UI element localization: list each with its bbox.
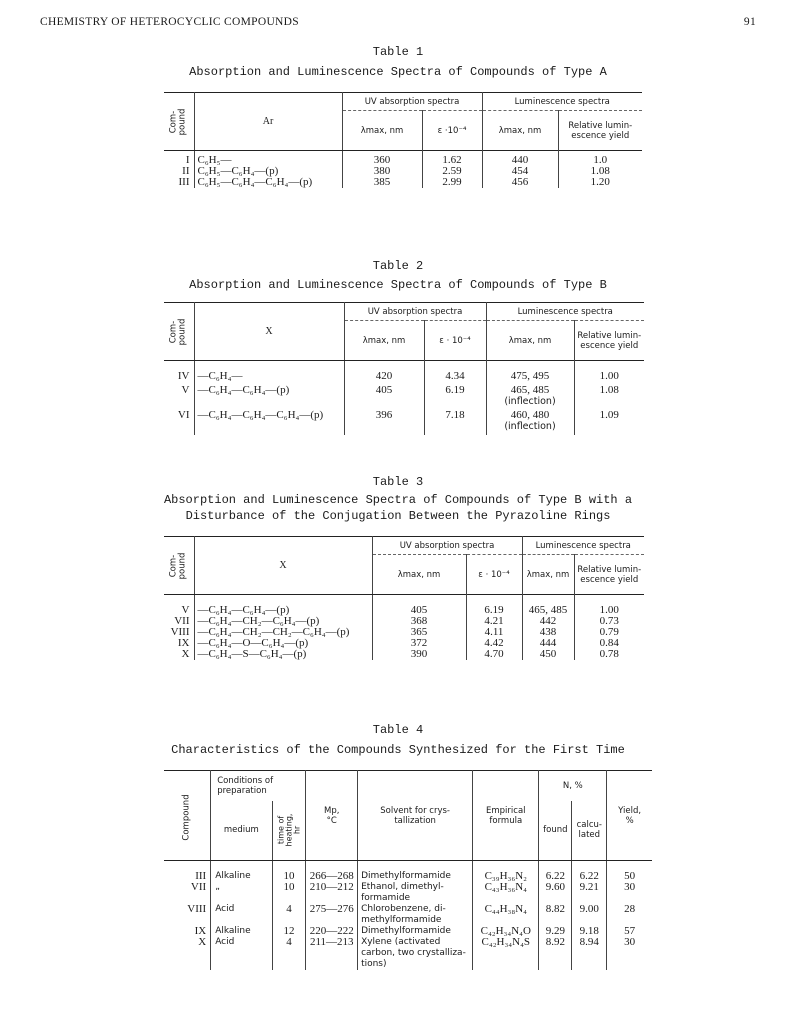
epsilon: 2.59 — [422, 166, 482, 177]
compound-id: X — [164, 649, 194, 660]
table2-header-x: X — [194, 303, 344, 361]
epsilon: 2.99 — [422, 177, 482, 188]
epsilon: 6.19 — [424, 385, 486, 410]
table4-header-time: time of heating, hr — [272, 801, 306, 861]
relative-yield: 0.84 — [599, 636, 619, 649]
table1-header-ar: Ar — [194, 93, 342, 151]
x-linker: —C₆H₄—C₆H₄—(p) — [194, 605, 372, 616]
compound-id: VIII — [164, 904, 211, 926]
medium: Alkaline — [211, 926, 272, 937]
table-row — [164, 385, 644, 410]
yield: 30 — [624, 880, 636, 893]
n-calculated: 9.21 — [572, 882, 607, 904]
journal-title: CHEMISTRY OF HETEROCYCLIC COMPOUNDS — [40, 16, 299, 28]
table1-header-yield: Relative lumin- escence yield — [568, 120, 633, 141]
relative-yield: 1.00 — [599, 369, 619, 382]
compound-id: IV — [164, 371, 194, 385]
table2-label: Table 2 — [372, 259, 424, 273]
compound-id: V — [164, 605, 194, 616]
melting-point: 275—276 — [306, 904, 358, 926]
table4-header-compound: Compound — [164, 771, 211, 861]
lambda-values: 465, 485 — [510, 383, 550, 396]
compound-id: IX — [164, 638, 194, 649]
yield: 28 — [624, 902, 636, 915]
lambda-max-abs: 390 — [372, 649, 466, 660]
lambda-max-abs: 385 — [342, 177, 422, 188]
medium: „ — [211, 882, 272, 904]
table3-header-uv: UV absorption spectra — [372, 537, 522, 555]
melting-point: 210—212 — [306, 882, 358, 904]
table3-header-epsilon: ε · 10⁻⁴ — [466, 555, 522, 595]
compound-id: VI — [164, 410, 194, 435]
table-row — [164, 371, 644, 385]
lambda-max-lum: 450 — [522, 649, 574, 660]
solvent: Xylene (activated carbon, two crystalliza- tions) — [358, 937, 473, 970]
lambda-max-lum: 456 — [482, 177, 558, 188]
table-row — [164, 177, 642, 188]
table4-header-solvent: Solvent for crys- tallization — [358, 771, 473, 861]
medium: Alkaline — [211, 871, 272, 882]
table1 — [164, 92, 642, 188]
lambda-max-abs: 420 — [344, 371, 424, 385]
running-header — [40, 16, 756, 28]
heating-time: 12 — [272, 926, 306, 937]
table-row — [164, 616, 644, 627]
empirical-formula: C₄₄H₃₈N₄ — [473, 904, 539, 926]
table-row — [164, 871, 652, 882]
lambda-max-lum — [486, 385, 574, 410]
table1-caption: Absorption and Luminescence Spectra of Compounds of Type A — [189, 65, 607, 79]
ar-substituent: C₆H₅—C₆H₄—C₆H₄—(p) — [194, 177, 342, 188]
lambda-max-abs: 360 — [342, 155, 422, 166]
table2-header-uv: UV absorption spectra — [344, 303, 486, 321]
lambda-max-lum: 465, 485 — [522, 605, 574, 616]
table-row — [164, 904, 652, 926]
epsilon: 4.11 — [466, 627, 522, 638]
table2-header-lmax-abs: λmax, nm — [344, 321, 424, 361]
heating-time: 10 — [272, 871, 306, 882]
relative-yield: 1.08 — [599, 383, 619, 396]
n-calculated: 6.22 — [572, 871, 607, 882]
solvent: Dimethylformamide — [358, 871, 473, 882]
x-linker: —C₆H₄— — [194, 371, 344, 385]
lambda-max-lum: 454 — [482, 166, 558, 177]
lambda-max-lum — [486, 371, 574, 385]
relative-yield: 1.20 — [590, 175, 610, 188]
table4-header-n: N, % — [539, 771, 607, 801]
heating-time: 4 — [272, 904, 306, 926]
table3-header-x: X — [194, 537, 372, 595]
medium: Acid — [211, 904, 272, 926]
epsilon: 6.19 — [466, 605, 522, 616]
compound-id: III — [164, 177, 194, 188]
epsilon: 7.18 — [424, 410, 486, 435]
x-linker: —C₆H₄—S—C₆H₄—(p) — [194, 649, 372, 660]
table1-header-lmax-abs: λmax, nm — [342, 111, 422, 151]
relative-yield: 0.79 — [599, 625, 619, 638]
table2-caption: Absorption and Luminescence Spectra of Compounds of Type B — [189, 278, 607, 292]
epsilon: 4.70 — [466, 649, 522, 660]
n-found: 6.22 — [539, 871, 572, 882]
relative-yield: 1.00 — [599, 603, 619, 616]
empirical-formula: C₄₂H₃₄N₄S — [473, 937, 539, 970]
lambda-max-abs: 405 — [372, 605, 466, 616]
relative-yield: 0.78 — [599, 647, 619, 660]
table-row — [164, 926, 652, 937]
epsilon: 4.21 — [466, 616, 522, 627]
lambda-max-abs: 405 — [344, 385, 424, 410]
n-found: 8.92 — [539, 937, 572, 970]
table1-header-uv: UV absorption spectra — [342, 93, 482, 111]
table-row — [164, 410, 644, 435]
lambda-values: 475, 495 — [510, 369, 550, 382]
compound-id: VII — [164, 616, 194, 627]
lambda-max-abs: 368 — [372, 616, 466, 627]
compound-id: VIII — [164, 627, 194, 638]
n-found: 9.60 — [539, 882, 572, 904]
table2-header-yield: Relative lumin- escence yield — [577, 330, 642, 351]
solvent: Ethanol, dimethyl- formamide — [358, 882, 473, 904]
compound-id: V — [164, 385, 194, 410]
table4-header-mp: Mp, °C — [306, 771, 358, 861]
solvent: Dimethylformamide — [358, 926, 473, 937]
n-found: 9.29 — [539, 926, 572, 937]
table4-header-medium: medium — [211, 801, 272, 861]
table4-caption: Characteristics of the Compounds Synthesized for the First Time — [171, 743, 625, 757]
yield: 50 — [624, 869, 636, 882]
compound-id: IX — [164, 926, 211, 937]
n-found: 8.82 — [539, 904, 572, 926]
x-linker: —C₆H₄—CH₂—CH₂—C₆H₄—(p) — [194, 627, 372, 638]
table-row — [164, 882, 652, 904]
x-linker: —C₆H₄—CH₂—C₆H₄—(p) — [194, 616, 372, 627]
melting-point: 211—213 — [306, 937, 358, 970]
table4-header-yield: Yield, % — [607, 771, 652, 861]
table-row — [164, 937, 652, 970]
table1-header-lum: Luminescence spectra — [482, 93, 642, 111]
n-calculated: 8.94 — [572, 937, 607, 970]
lambda-max-abs: 372 — [372, 638, 466, 649]
table2 — [164, 302, 644, 435]
table-row — [164, 166, 642, 177]
x-linker: —C₆H₄—C₆H₄—(p) — [194, 385, 344, 410]
relative-yield: 0.73 — [599, 614, 619, 627]
empirical-formula: C₄₂H₃₄N₄O — [473, 926, 539, 937]
lambda-max-abs: 380 — [342, 166, 422, 177]
lambda-max-lum — [486, 410, 574, 435]
table3-header-lum: Luminescence spectra — [522, 537, 644, 555]
lambda-max-lum: 440 — [482, 155, 558, 166]
compound-id: III — [164, 871, 211, 882]
lambda-max-lum: 444 — [522, 638, 574, 649]
x-linker: —C₆H₄—O—C₆H₄—(p) — [194, 638, 372, 649]
page-number: 91 — [743, 16, 756, 28]
compound-id: VII — [164, 882, 211, 904]
table4-label: Table 4 — [372, 723, 424, 737]
table4-header-calculated: calcu- lated — [572, 801, 607, 861]
table1-header-compound: Com- pound — [164, 93, 194, 151]
table3-caption-line1: Absorption and Luminescence Spectra of Compounds of Type B with a — [163, 493, 633, 507]
x-linker: —C₆H₄—C₆H₄—C₆H₄—(p) — [194, 410, 344, 435]
table3-caption-line2: Disturbance of the Conjugation Between the Pyrazoline Rings — [185, 509, 611, 523]
ar-substituent: C₆H₅—C₆H₄—(p) — [194, 166, 342, 177]
epsilon: 4.34 — [424, 371, 486, 385]
lambda-max-lum: 442 — [522, 616, 574, 627]
lambda-values: 460, 480 — [510, 408, 550, 421]
table4-header-found: found — [539, 801, 572, 861]
heating-time: 4 — [272, 937, 306, 970]
inflection-note: (inflection) — [504, 395, 556, 407]
yield: 57 — [624, 924, 636, 937]
table2-header-lum: Luminescence spectra — [486, 303, 644, 321]
melting-point: 220—222 — [306, 926, 358, 937]
table3-header-lmax-abs: λmax, nm — [372, 555, 466, 595]
table3-label: Table 3 — [372, 475, 424, 489]
n-calculated: 9.18 — [572, 926, 607, 937]
relative-yield: 1.09 — [599, 408, 619, 421]
table3 — [164, 536, 644, 660]
table1-header-lmax-lum: λmax, nm — [482, 111, 558, 151]
n-calculated: 9.00 — [572, 904, 607, 926]
table-row — [164, 627, 644, 638]
yield: 30 — [624, 935, 636, 948]
table-row — [164, 649, 644, 660]
empirical-formula: C₄₃H₃₆N₄ — [473, 882, 539, 904]
lambda-max-abs: 365 — [372, 627, 466, 638]
relative-yield: 1.08 — [590, 164, 610, 177]
table-row — [164, 605, 644, 616]
table-row — [164, 638, 644, 649]
relative-yield: 1.0 — [593, 153, 608, 166]
solvent: Chlorobenzene, di- methylformamide — [358, 904, 473, 926]
table2-header-lmax-lum: λmax, nm — [486, 321, 574, 361]
table2-header-compound: Com- pound — [164, 303, 194, 361]
table3-header-compound: Com- pound — [164, 537, 194, 595]
melting-point: 266—268 — [306, 871, 358, 882]
epsilon: 4.42 — [466, 638, 522, 649]
table4-header-formula: Empirical formula — [473, 771, 539, 861]
table1-header-epsilon: ε ·10⁻⁴ — [422, 111, 482, 151]
table1-label: Table 1 — [372, 45, 424, 59]
medium: Acid — [211, 937, 272, 970]
lambda-max-abs: 396 — [344, 410, 424, 435]
heating-time: 10 — [272, 882, 306, 904]
epsilon: 1.62 — [422, 155, 482, 166]
inflection-note: (inflection) — [504, 420, 556, 432]
table-row — [164, 155, 642, 166]
lambda-max-lum: 438 — [522, 627, 574, 638]
ar-substituent: C₆H₅— — [194, 155, 342, 166]
compound-id: II — [164, 166, 194, 177]
table2-header-epsilon: ε · 10⁻⁴ — [424, 321, 486, 361]
compound-id: I — [164, 155, 194, 166]
empirical-formula: C₃₉H₃₆N₂ — [473, 871, 539, 882]
table4-header-conditions: Conditions of preparation — [211, 771, 306, 801]
compound-id: X — [164, 937, 211, 970]
table4 — [164, 770, 652, 970]
table3-header-lmax-lum: λmax, nm — [522, 555, 574, 595]
table3-header-yield: Relative lumin- escence yield — [577, 564, 642, 585]
